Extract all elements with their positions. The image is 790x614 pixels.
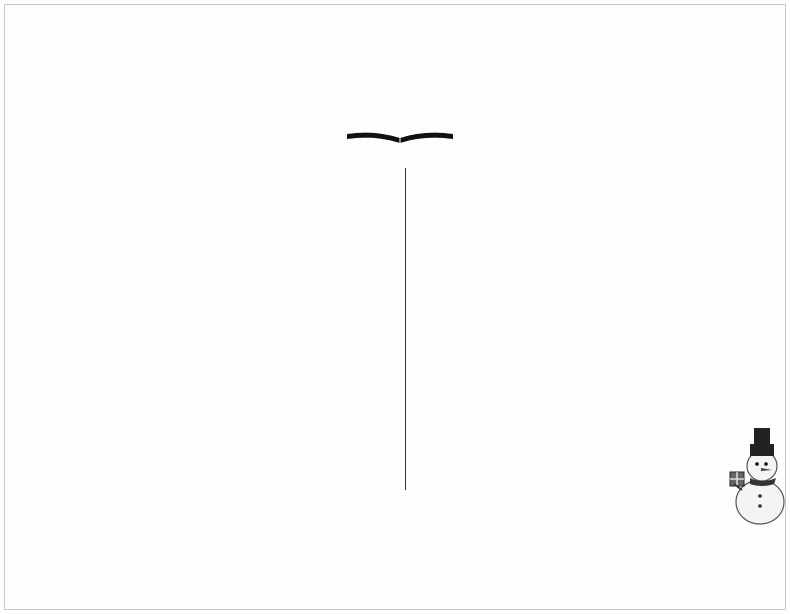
open-book-icon — [345, 130, 455, 144]
column-divider — [405, 168, 406, 490]
toc-heading — [345, 104, 455, 142]
snowman-icon — [728, 422, 786, 526]
document-page — [4, 4, 786, 610]
